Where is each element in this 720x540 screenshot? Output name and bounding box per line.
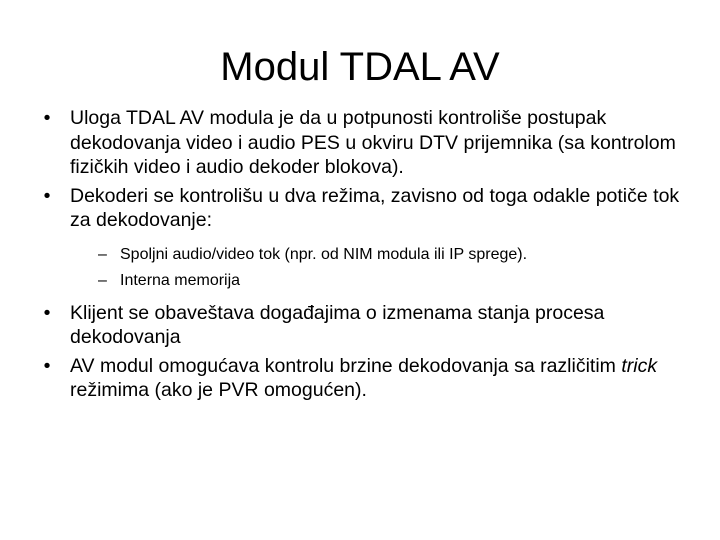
bullet-marker: • [43,301,51,324]
sub-bullet-list [70,245,686,291]
bullet-text: Uloga TDAL AV modula je da u potpunosti kontroliše postupak dekodovanja video i audio PES u okviru DTV prijemnika (sa kontrolom fizičkih video i audio dekoder blokova). [70,107,676,178]
bullet-text: Klijent se obaveštava događajima o izmenama stanja procesa dekodovanja [70,301,605,348]
sub-bullet-text: Interna memorija [120,271,241,289]
bullet-item [36,301,686,350]
bullet-text: Dekoderi se kontrolišu u dva režima, zavisno od toga odakle potiče tok za dekodovanje: [70,184,680,231]
bullet-text-italic: trick [621,354,658,377]
bullet-list [36,106,686,403]
slide-content [36,106,686,407]
dash-marker: – [98,271,107,289]
slide-title: Modul TDAL AV [220,45,500,89]
sub-bullet-item [98,271,686,291]
bullet-text-part: režimima (ako je PVR omogućen). [70,379,367,401]
bullet-marker: • [43,107,51,129]
bullet-marker: • [43,184,51,207]
bullet-item [36,354,686,403]
sub-bullet-item [98,245,686,265]
bullet-marker: • [43,354,51,377]
bullet-text-part: AV modul omogućava kontrolu brzine dekodovanja sa različitim [70,354,622,377]
bullet-item [36,184,686,291]
dash-marker: – [98,245,107,263]
sub-bullet-text: Spoljni audio/video tok (npr. od NIM modula ili IP sprege). [120,245,528,263]
bullet-item [36,106,686,180]
